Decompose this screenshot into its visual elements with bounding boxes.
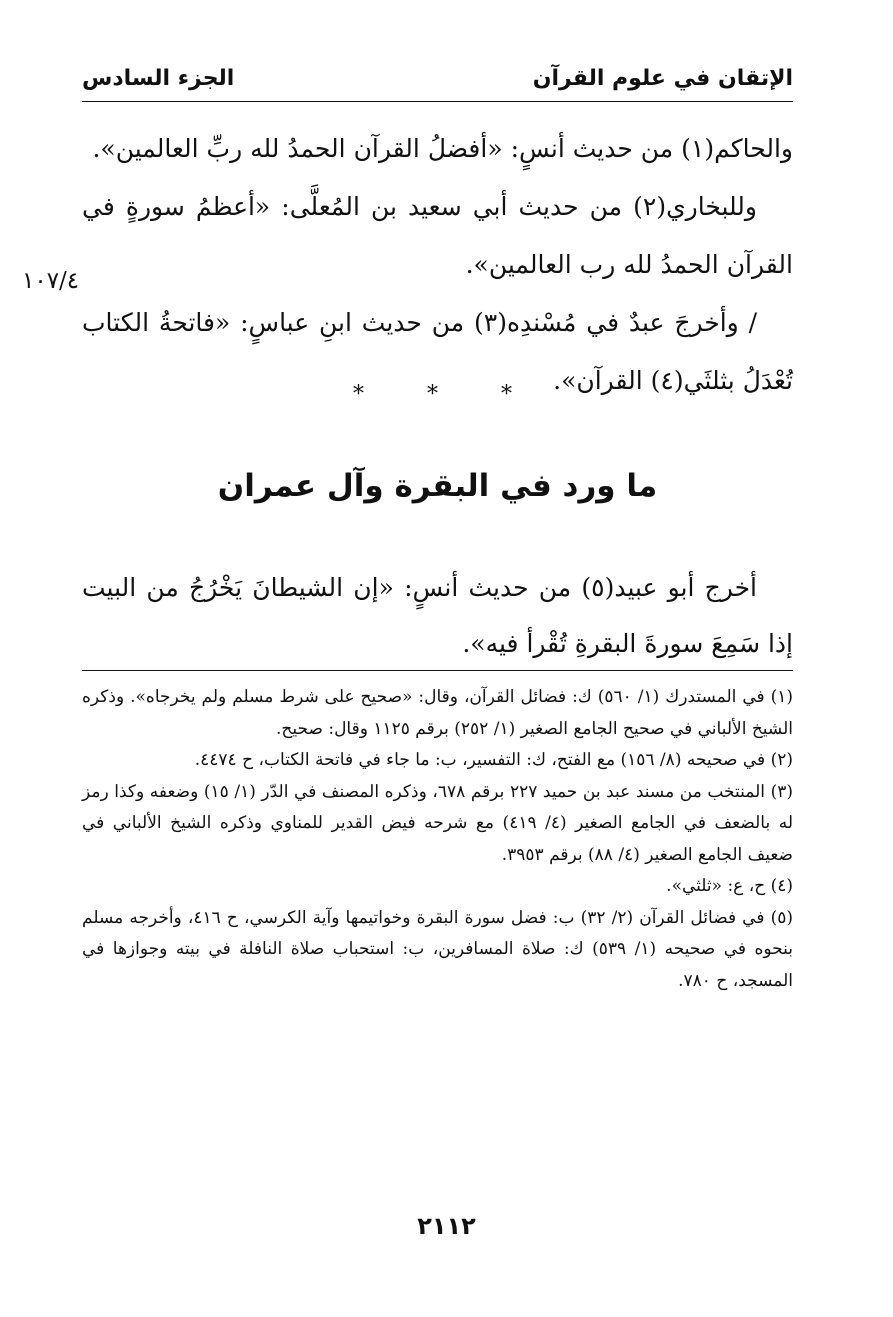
paragraph-hakim: والحاكم(١) من حديث أنسٍ: «أفضلُ القرآن الحمدُ لله ربِّ العالمين». bbox=[92, 134, 793, 163]
footnote-1: (١) في المستدرك (١/ ٥٦٠) ك: فضائل القرآن، وقال: «صحيح على شرط مسلم ولم يخرجاه». وذكره الشيخ الألباني في صحيح الجامع الصغير (١/ ٢٥٢) برقم ١١٢٥ وقال: صحيح. bbox=[82, 687, 793, 739]
paragraph-abd: / وأخرجَ عبدٌ في مُسْندِه(٣) من حديث ابنِ عباسٍ: «فاتحةُ الكتاب تُعْدَلُ بثلثَي(٤) القرآن». bbox=[82, 308, 793, 395]
main-text bbox=[82, 120, 793, 410]
footnote-4: (٤) ح، ع: «ثلثي». bbox=[666, 876, 793, 896]
book-title: الإتقان في علوم القرآن bbox=[532, 65, 793, 91]
section-separator: * * * bbox=[353, 382, 540, 407]
footnote-5: (٥) في فضائل القرآن (٢/ ٣٢) ب: فضل سورة البقرة وخواتيمها وآية الكرسي، ح ٤١٦، وأخرجه مسلم بنحوه في صحيحه (١/ ٥٣٩) ك: صلاة المسافرين، ب: استحباب صلاة النافلة في بيته وجوازها في المسجد، ح ٧٨٠. bbox=[82, 907, 794, 991]
footnotes bbox=[82, 682, 793, 997]
section-heading: ما ورد في البقرة وآل عمران bbox=[217, 468, 658, 504]
footnote-2: (٢) في صحيحه (٨/ ١٥٦) مع الفتح، ك: التفسير، ب: ما جاء في فاتحة الكتاب، ح ٤٤٧٤. bbox=[194, 750, 793, 770]
footnote-divider bbox=[82, 670, 793, 671]
paragraph-bukhari: وللبخاري(٢) من حديث أبي سعيد بن المُعلَّى: «أعظمُ سورةٍ في القرآن الحمدُ لله رب العالمين». bbox=[82, 192, 793, 279]
header-divider bbox=[82, 101, 793, 102]
volume-label: الجزء السادس bbox=[82, 65, 235, 91]
footnote-3: (٣) المنتخب من مسند عبد بن حميد ٢٢٧ برقم ٦٧٨، وذكره المصنف في الدّر (١/ ١٥) وضعفه وكذا رمز له بالضعف في الجامع الصغير (٤/ ٤١٩) مع شرحه فيض القدير للمناوي وذكره الشيخ الألباني في ضعيف الجامع الصغير (٤/ ٨٨) برقم ٣٩٥٣. bbox=[82, 781, 793, 865]
page-number: ٢١١٢ bbox=[417, 1212, 476, 1240]
paragraph-abu-ubaid: أخرج أبو عبيد(٥) من حديث أنسٍ: «إن الشيطانَ يَخْرُجُ من البيت إذا سَمِعَ سورةَ البقرةِ تُقْرأ فيه». bbox=[82, 573, 793, 658]
margin-reference: ١٠٧/٤ bbox=[22, 268, 80, 294]
running-header bbox=[82, 58, 793, 98]
section-body bbox=[82, 560, 793, 672]
